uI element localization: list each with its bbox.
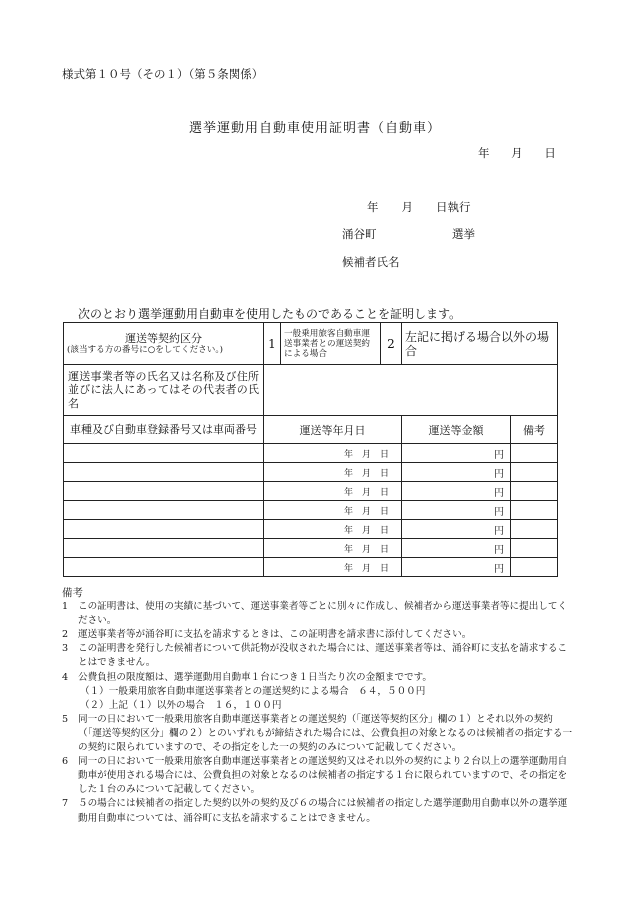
col-remarks-header: 備考: [511, 416, 558, 444]
amount-cell[interactable]: 円: [402, 520, 511, 539]
vehicle-cell[interactable]: [64, 539, 264, 558]
contract-type-label-cell: [64, 323, 264, 365]
carrier-label: 運送事業者等の氏名又は名称及び住所並びに法人にあってはその代表者の氏名: [64, 365, 264, 416]
note-number: 6: [62, 756, 69, 768]
issue-date: [478, 145, 556, 161]
table-header-row: [64, 416, 558, 444]
vehicle-cell[interactable]: [64, 444, 264, 463]
note-number: 7: [62, 798, 69, 810]
amount-cell[interactable]: 円: [402, 558, 511, 577]
table-row: [64, 539, 558, 558]
date-cell[interactable]: 年 月 日: [264, 520, 402, 539]
vehicle-cell[interactable]: [64, 558, 264, 577]
note-item: [62, 600, 574, 628]
note-item: [62, 671, 574, 685]
amount-cell[interactable]: 円: [402, 444, 511, 463]
date-cell[interactable]: 年 月 日: [264, 463, 402, 482]
limit-ordinary-taxi: （１）一般乗用旅客自動車運送事業者との運送契約による場合 ６４，５００円: [80, 685, 426, 697]
remarks-cell[interactable]: [511, 520, 558, 539]
vehicle-cell[interactable]: [64, 501, 264, 520]
date-cell[interactable]: 年 月 日: [264, 539, 402, 558]
note-item: [62, 713, 574, 755]
remarks-cell[interactable]: [511, 482, 558, 501]
amount-cell[interactable]: 円: [402, 539, 511, 558]
amount-cell[interactable]: 円: [402, 463, 511, 482]
remarks-cell[interactable]: [511, 463, 558, 482]
vehicle-cell[interactable]: [64, 520, 264, 539]
remarks-cell[interactable]: [511, 501, 558, 520]
table-row: [64, 558, 558, 577]
vehicle-cell[interactable]: [64, 482, 264, 501]
amount-cell[interactable]: 円: [402, 501, 511, 520]
note-item: [62, 755, 574, 797]
contract-type-note: (該当する方の番号に○をしてください。): [67, 344, 223, 355]
note-number: 3: [62, 643, 69, 655]
carrier-value[interactable]: [264, 365, 558, 416]
option-1-number[interactable]: 1: [264, 323, 281, 365]
note-text: 同一の日において一般乗用旅客自動車運送事業者との運送契約（「運送等契約区分」欄の１）とそれ以外の契約（「運送等契約区分」欄の２）とのいずれもが締結された場合には、公費負担の対象となるのは候補者の指定する一の契約に限られていますので、その指定をした一の契約のみについて記載してください。: [78, 713, 573, 754]
note-text: 公費負担の限度額は、選挙運動用自動車１台につき１日当たり次の金額までです。: [78, 671, 433, 683]
candidate-name-label: 候補者氏名: [342, 255, 400, 269]
date-month: 月: [511, 146, 523, 160]
note-item: [62, 628, 574, 642]
date-cell[interactable]: 年 月 日: [264, 558, 402, 577]
note-number: 2: [62, 629, 69, 641]
amount-cell[interactable]: 円: [402, 482, 511, 501]
option-2-number[interactable]: 2: [381, 323, 402, 365]
date-cell[interactable]: 年 月 日: [264, 482, 402, 501]
town-name: 涌谷町: [342, 227, 377, 241]
note-text: この証明書は、使用の実績に基づいて、運送事業者等ごとに別々に作成し、候補者から運送事業者等に提出してください。: [78, 601, 568, 627]
note-text: この証明書を発行した候補者について供託物が没収された場合には、運送事業者等は、涌谷町に支払を請求することはできません。: [78, 643, 568, 669]
certification-statement: 次のとおり選挙運動用自動車を使用したものであることを証明します。: [78, 307, 462, 321]
col-vehicle-header: 車種及び自動車登録番号又は車両番号: [64, 416, 264, 444]
page-title: 選挙運動用自動車使用証明書（自動車）: [188, 121, 441, 136]
contract-type-label: 運送等契約区分: [125, 331, 202, 345]
table-row: [64, 501, 558, 520]
certificate-table: [63, 322, 558, 577]
note-item: [62, 642, 574, 670]
carrier-row: [64, 365, 558, 416]
execution-date: 年 月 日執行: [367, 200, 471, 214]
contract-type-row: [64, 323, 558, 365]
option-2-text: 左記に掲げる場合以外の場合: [402, 323, 558, 365]
remarks-cell[interactable]: [511, 558, 558, 577]
remarks-heading: 備考: [62, 587, 83, 599]
table-row: [64, 463, 558, 482]
note-text: 同一の日において一般乗用旅客自動車運送事業者との運送契約又はそれ以外の契約により２台以上の選挙運動用自動車が使用される場合には、公費負担の対象となるのは候補者の指定する１台に限られていますので、その指定をした１台のみについて記載してください。: [78, 756, 568, 796]
note-text: 運送事業者等が涌谷町に支払を請求するときは、この証明書を請求書に添付してください。: [78, 629, 472, 641]
note-number: 4: [62, 671, 69, 683]
date-cell[interactable]: 年 月 日: [264, 444, 402, 463]
remarks-cell[interactable]: [511, 539, 558, 558]
note-number: 1: [62, 601, 69, 613]
option-1-text: 一般乗用旅客自動車運送事業者との運送契約による場合: [281, 323, 381, 365]
remarks-cell[interactable]: [511, 444, 558, 463]
note-text: ５の場合には候補者の指定した契約以外の契約及び６の場合には候補者の指定した選挙運動用自動車以外の選挙運動用自動車については、涌谷町に支払を請求することはできません。: [78, 798, 568, 824]
note-number: 5: [62, 713, 69, 725]
col-amount-header: 運送等金額: [402, 416, 511, 444]
election-label: 選挙: [452, 227, 475, 241]
date-cell[interactable]: 年 月 日: [264, 501, 402, 520]
table-row: [64, 482, 558, 501]
date-year: 年: [478, 146, 490, 160]
table-row: [64, 520, 558, 539]
vehicle-cell[interactable]: [64, 463, 264, 482]
date-day: 日: [544, 146, 556, 160]
remarks-section: [62, 586, 574, 826]
form-number: 様式第１０号（その１）（第５条関係）: [62, 67, 264, 81]
limit-other: （２）上記（１）以外の場合 １６，１００円: [80, 699, 282, 711]
col-date-header: 運送等年月日: [264, 416, 402, 444]
note-item: [62, 797, 574, 825]
table-row: [64, 444, 558, 463]
